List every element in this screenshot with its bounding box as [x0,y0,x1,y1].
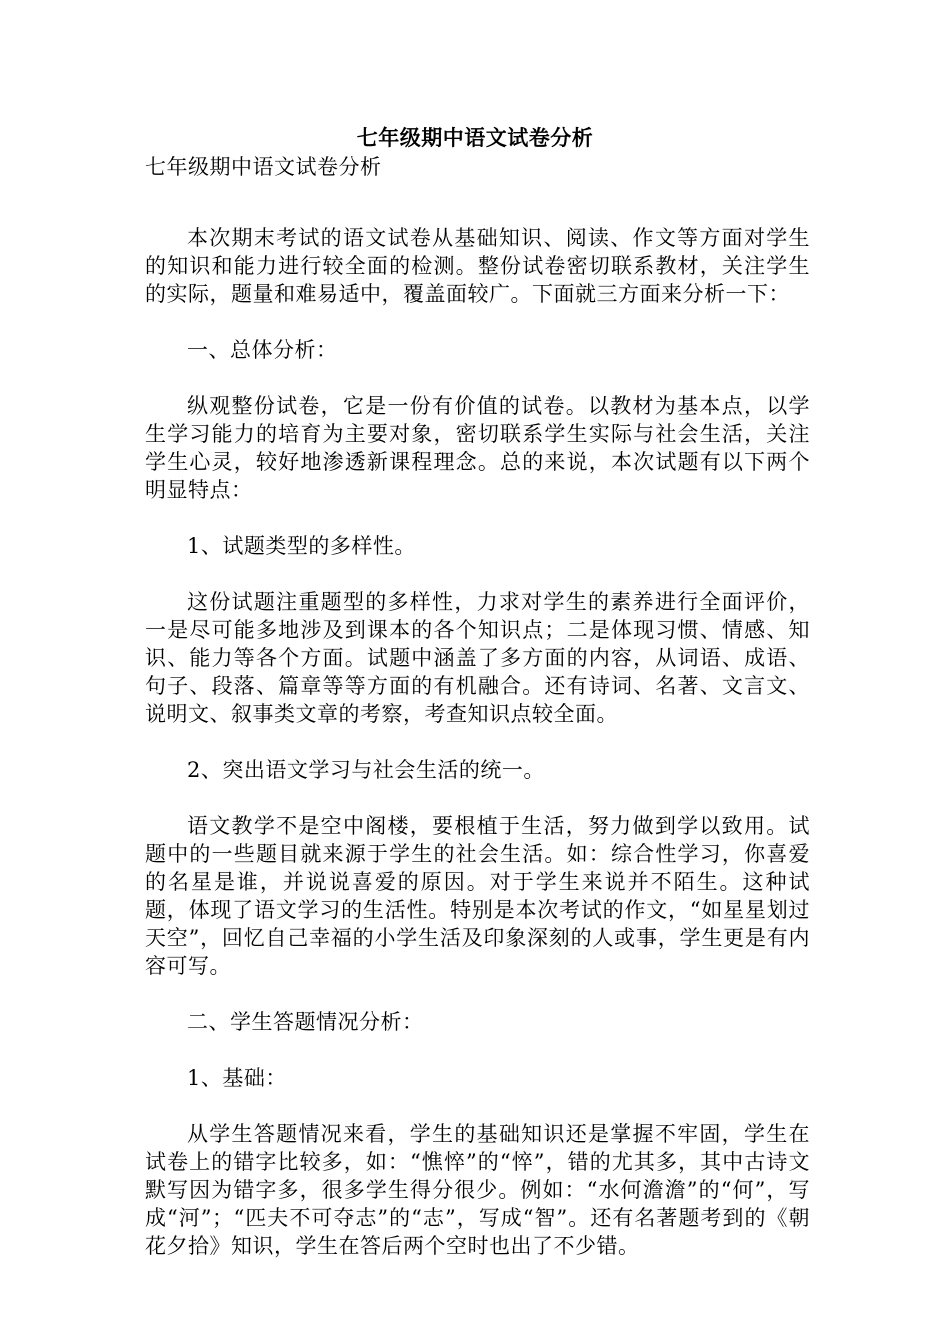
overall-paragraph: 纵观整份试卷，它是一份有价值的试卷。以教材为基本点，以学生学习能力的培育为主要对象，密切联系学生实际与社会生活，关注学生心灵，较好地渗透新课程理念。总的来说，本次试题有以下两个明显特点： [145,394,810,502]
section-heading-answers: 二、学生答题情况分析： [187,1010,424,1034]
document-title: 七年级期中语文试卷分析 [356,125,594,150]
life-paragraph: 语文教学不是空中阁楼，要根植于生活，努力做到学以致用。试题中的一些题目就来源于学生的社会生活。如：综合性学习，你喜爱的名星是谁，并说说喜爱的原因。对于学生来说并不陌生。这种试题，体现了语文学习的生活性。特别是本次考试的作文，“如星星划过天空”，回忆自己幸福的小学生活及印象深刻的人或事，学生更是有内容可写。 [145,814,810,978]
document-subtitle: 七年级期中语文试卷分析 [145,155,382,179]
subheading-variety: 1、试题类型的多样性。 [187,534,416,558]
section-heading-overall: 一、总体分析： [187,338,338,362]
intro-paragraph: 本次期末考试的语文试卷从基础知识、阅读、作文等方面对学生的知识和能力进行较全面的检测。整份试卷密切联系教材，关注学生的实际，题量和难易适中，覆盖面较广。下面就三方面来分析一下： [145,226,810,306]
basics-paragraph: 从学生答题情况来看，学生的基础知识还是掌握不牢固，学生在试卷上的错字比较多，如：“憔悴”的“悴”，错的尤其多，其中古诗文默写因为错字多，很多学生得分很少。例如：“水何澹澹”的“何”，写成“河”；“匹夫不可夺志”的“志”，写成“智”。还有名著题考到的《朝花夕拾》知识，学生在答后两个空时也出了不少错。 [145,1122,810,1258]
document-body [145,224,810,1288]
subheading-life: 2、突出语文学习与社会生活的统一。 [187,758,545,782]
subheading-basics: 1、基础： [187,1066,287,1090]
variety-paragraph: 这份试题注重题型的多样性，力求对学生的素养进行全面评价，一是尽可能多地涉及到课本的各个知识点；二是体现习惯、情感、知识、能力等各个方面。试题中涵盖了多方面的内容，从词语、成语、句子、段落、篇章等等方面的有机融合。还有诗词、名著、文言文、说明文、叙事类文章的考察，考查知识点较全面。 [145,590,810,726]
